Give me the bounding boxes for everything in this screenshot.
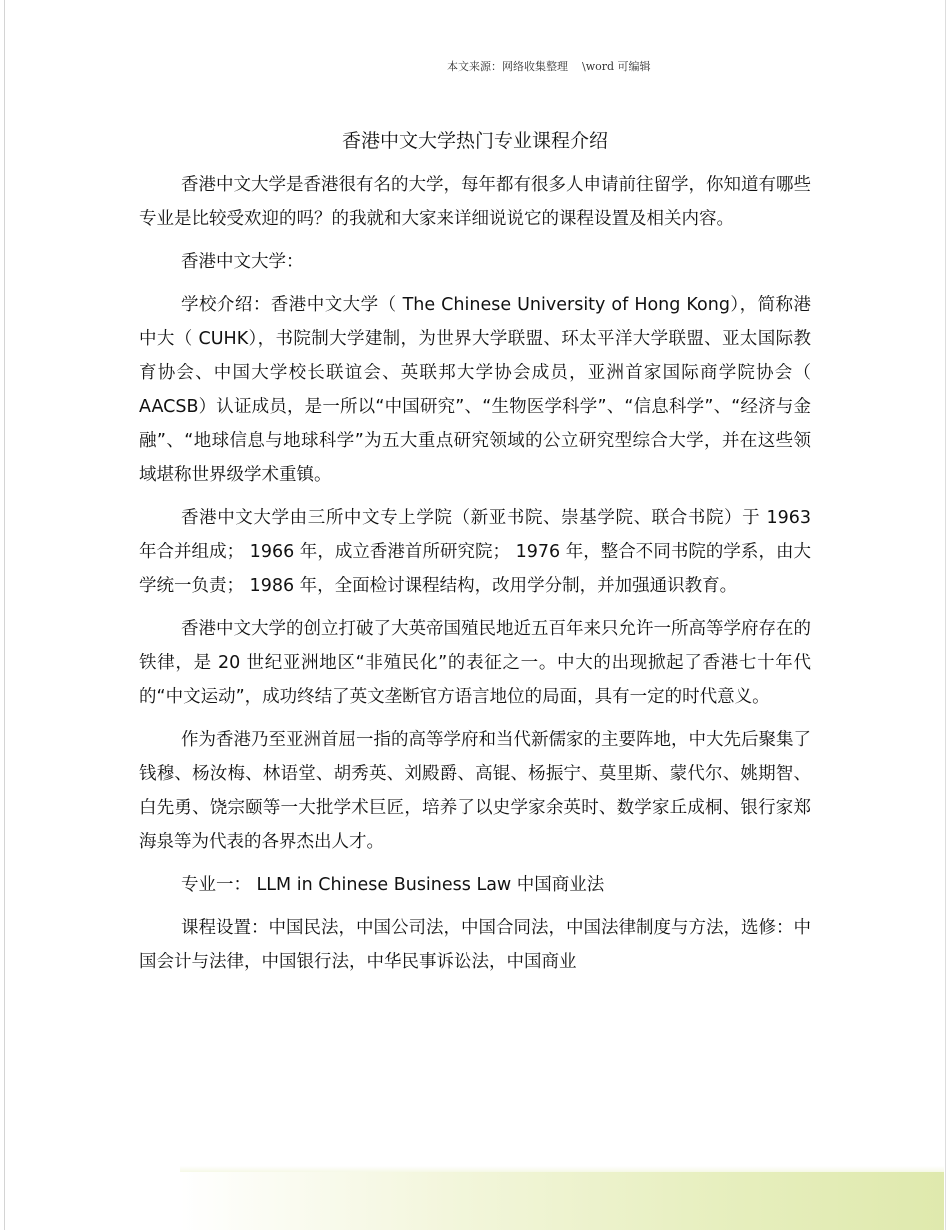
paragraph-history: 香港中文大学由三所中文专上学院（新亚书院、崇基学院、联合书院）于 1963 年合并组成； 1966 年，成立香港首所研究院； 1976 年，整合不同书院的学系，由大学统一负责； 1986 年，全面检讨课程结构，改用学分制，并加强通识教育。 xyxy=(139,508,811,596)
paragraph-intro: 香港中文大学是香港很有名的大学，每年都有很多人申请前往留学，你知道有哪些专业是比较受欢迎的吗？的我就和大家来详细说说它的课程设置及相关内容。 xyxy=(139,175,811,229)
paragraph-significance: 香港中文大学的创立打破了大英帝国殖民地近五百年来只允许一所高等学府存在的铁律，是 20 世纪亚洲地区“非殖民化”的表征之一。中大的出现掀起了香港七十年代的“中文运动”，成功终结了英文垄断官方语言地位的局面，具有一定的时代意义。 xyxy=(139,619,811,707)
page-border-right xyxy=(945,0,946,1230)
paragraph-school-heading: 香港中文大学： xyxy=(181,252,304,272)
header-source-note: 本文来源：网络收集整理 \word 可编辑 xyxy=(447,60,651,73)
paragraph-notable-people: 作为香港乃至亚洲首屈一指的高等学府和当代新儒家的主要阵地，中大先后聚集了钱穆、杨汝梅、林语堂、胡秀英、刘殿爵、高锟、杨振宁、莫里斯、蒙代尔、姚期智、白先勇、饶宗颐等一大批学术巨匠，培养了以史学家余英时、数学家丘成桐、银行家郑海泉等为代表的各界杰出人才。 xyxy=(139,730,811,852)
footer-decoration-strip xyxy=(180,1172,944,1230)
paragraph-courses: 课程设置：中国民法，中国公司法，中国合同法，中国法律制度与方法，选修：中国会计与法律，中国银行法，中华民事诉讼法，中国商业 xyxy=(139,918,811,972)
document-title: 香港中文大学热门专业课程介绍 xyxy=(341,130,608,152)
paragraph-school-intro: 学校介绍：香港中文大学（ The Chinese University of Hong Kong），简称港中大（ CUHK），书院制大学建制，为世界大学联盟、环太平洋大学联盟、亚太国际教育协会、中国大学校长联谊会、英联邦大学协会成员，亚洲首家国际商学院协会（ AACSB）认证成员，是一所以“中国研究”、“生物医学科学”、“信息科学”、“经济与金融”、“地球信息与地球科学”为五大重点研究领域的公立研究型综合大学，并在这些领域堪称世界级学术重镇。 xyxy=(139,295,811,485)
paragraph-major-one: 专业一： LLM in Chinese Business Law 中国商业法 xyxy=(181,875,605,895)
document-body xyxy=(139,168,811,988)
page-border-left xyxy=(4,0,5,1230)
